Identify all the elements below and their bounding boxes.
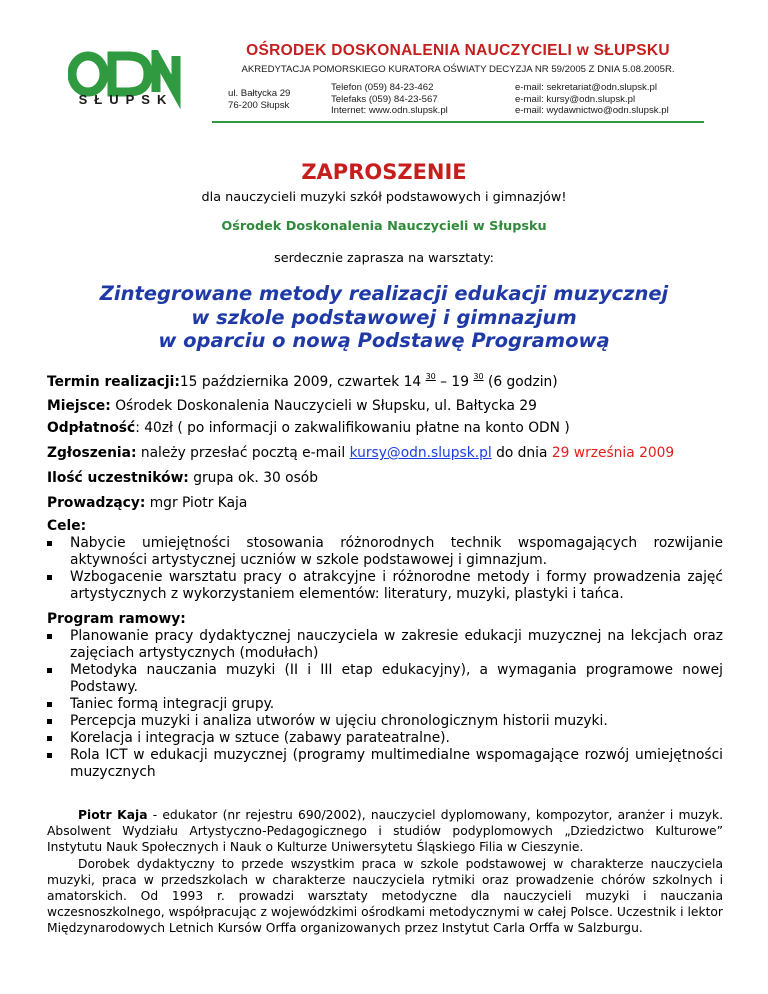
email-secretariat: e-mail: sekretariat@odn.slupsk.pl [515,82,657,93]
fee-value: : 40zł ( po informacji o zakwalifikowaniu płatne na konto ODN ) [135,420,570,436]
invitation-title: ZAPROSZENIE [301,160,467,184]
list-item [47,696,723,713]
bullet-icon [47,702,52,707]
address-street: ul. Bałtycka 29 [228,88,291,99]
bullet-icon [47,541,52,546]
fax-number: Telefaks (059) 84-23-567 [331,93,438,105]
application-email-link[interactable]: kursy@odn.slupsk.pl [349,445,492,461]
bio-name: Piotr Kaja [78,808,148,822]
program-heading: Program ramowy: [47,611,186,627]
goals-list [47,535,723,603]
invites-to-text: serdecznie zaprasza na warsztaty: [274,251,494,266]
term-hours: (6 godzin) [483,374,558,390]
goals-heading: Cele: [47,518,87,534]
goal-text: Nabycie umiejętności stosowania różnorodnych technik wspomagających rozwijanie aktywności artystycznej uczniów w szkole podstawowej i gimnazjum. [70,535,723,568]
program-list [47,628,723,781]
place-line [47,398,537,414]
workshop-title [0,282,768,353]
header-divider [212,121,704,123]
place-label: Miejsce: [47,398,111,414]
program-text: Taniec formą integracji grupy. [70,696,275,712]
invitation-subtitle: dla nauczycieli muzyki szkół podstawowych i gimnazjów! [201,190,567,205]
application-label: Zgłoszenia: [47,445,137,461]
leader-line [47,495,247,511]
bullet-icon [47,719,52,724]
logo-city-text: SŁUPSK [78,92,174,107]
bullet-icon [47,736,52,741]
bullet-icon [47,575,52,580]
list-item [47,569,723,603]
term-end-minutes: 30 [473,372,484,381]
application-line [47,445,674,461]
address-city: 76-200 Słupsk [228,99,290,111]
list-item [47,535,723,569]
term-start-minutes: 30 [425,372,436,381]
phone-block [331,82,448,117]
accreditation-line: AKREDYTACJA POMORSKIEGO KURATORA OŚWIATY DECYZJA NR 59/2005 Z DNIA 5.08.2005R. [241,64,675,75]
goal-text: Wzbogacenie warsztatu pracy o atrakcyjne i różnorodne metody i formy prowadzenia zajęć artystycznych z wykorzystaniem elementów: literatury, muzyki, plastyki i tańca. [70,569,723,602]
program-text: Metodyka nauczania muzyki (II i III etap edukacyjny), a wymagania programowe nowej Podstawy. [70,662,723,695]
bio-paragraph: Dorobek dydaktyczny to przede wszystkim praca w szkole podstawowej w charakterze nauczyciela muzyki, praca w przedszkolach w charakterze nauczyciela rytmiki oraz prowadzenie chórów szkolnych i amatorskich. Od 1993 r. prowadzi warsztaty metodyczne dla nauczycieli muzyki i nauczania wczesnoszkolnego, współpracując z wojewódzkimi ośrodkami metodycznymi w całej Polsce. Uczestnik i lektor Międzynarodowych Letnich Kursów Orffa organizowanych przez Instytut Carla Orffa w Salzburgu. [47,856,723,936]
fee-line [47,420,570,436]
participants-line [47,470,318,486]
workshop-title-line: w oparciu o nową Podstawę Programową [158,329,610,352]
list-item [47,747,723,781]
bullet-icon [47,753,52,758]
list-item [47,713,723,730]
leader-bio [47,807,723,937]
organizer-name: Ośrodek Doskonalenia Nauczycieli w Słupsku [221,219,547,234]
bullet-icon [47,668,52,673]
program-text: Percepcja muzyki i analiza utworów w ujęciu chronologicznym historii muzyki. [70,713,608,729]
fee-label: Odpłatność [47,420,136,436]
bullet-icon [47,634,52,639]
program-text: Rola ICT w edukacji muzycznej (programy multimedialne wspomagające rozwój umiejętności muzycznych [70,747,723,780]
phone-number: Telefon (059) 84-23-462 [331,82,434,93]
participants-label: Ilość uczestników: [47,470,189,486]
place-value: Ośrodek Doskonalenia Nauczycieli w Słupsku, ul. Bałtycka 29 [110,398,537,414]
term-end-hour: – 19 [435,374,474,390]
email-block [515,82,669,117]
bio-paragraph [47,807,723,856]
program-text: Korelacja i integracja w sztuce (zabawy parateatralne). [70,730,450,746]
term-line [47,372,558,390]
org-title: OŚRODEK DOSKONALENIA NAUCZYCIELI w SŁUPSKU [246,42,670,59]
application-until: do dnia [491,445,552,461]
application-deadline: 29 września 2009 [551,445,675,461]
odn-logo [68,50,183,120]
program-text: Planowanie pracy dydaktycznej nauczyciela w zakresie edukacji muzycznej na lekcjach oraz zajęciach artystycznych (modułach) [70,628,723,661]
list-item [47,662,723,696]
term-label: Termin realizacji: [47,374,180,390]
address-block [228,88,290,111]
bio-text: - edukator (nr rejestru 690/2002), nauczyciel dyplomowany, kompozytor, aranżer i muzyk. Absolwent Wydziału Artystyczno-Pedagogicznego i studiów podyplomowych „Dziedzictwo Kulturowe” Instytutu Nauk Społecznych i Nauk o Kulturze Uniwersytetu Śląskiego Filia w Cieszynie. [47,808,723,855]
term-date: 15 października 2009, czwartek 14 [179,374,426,390]
workshop-title-line: Zintegrowane metody realizacji edukacji muzycznej [99,282,669,305]
workshop-title-line: w szkole podstawowej i gimnazjum [191,305,577,329]
leader-label: Prowadzący: [47,495,146,511]
list-item [47,628,723,662]
email-courses: e-mail: kursy@odn.slupsk.pl [515,93,636,105]
list-item [47,730,723,747]
website: Internet: www.odn.slupsk.pl [331,105,448,116]
participants-value: grupa ok. 30 osób [188,470,318,486]
application-text: należy przesłać pocztą e-mail [136,445,350,461]
email-publishing: e-mail: wydawnictwo@odn.slupsk.pl [515,105,669,116]
leader-value: mgr Piotr Kaja [145,495,248,511]
